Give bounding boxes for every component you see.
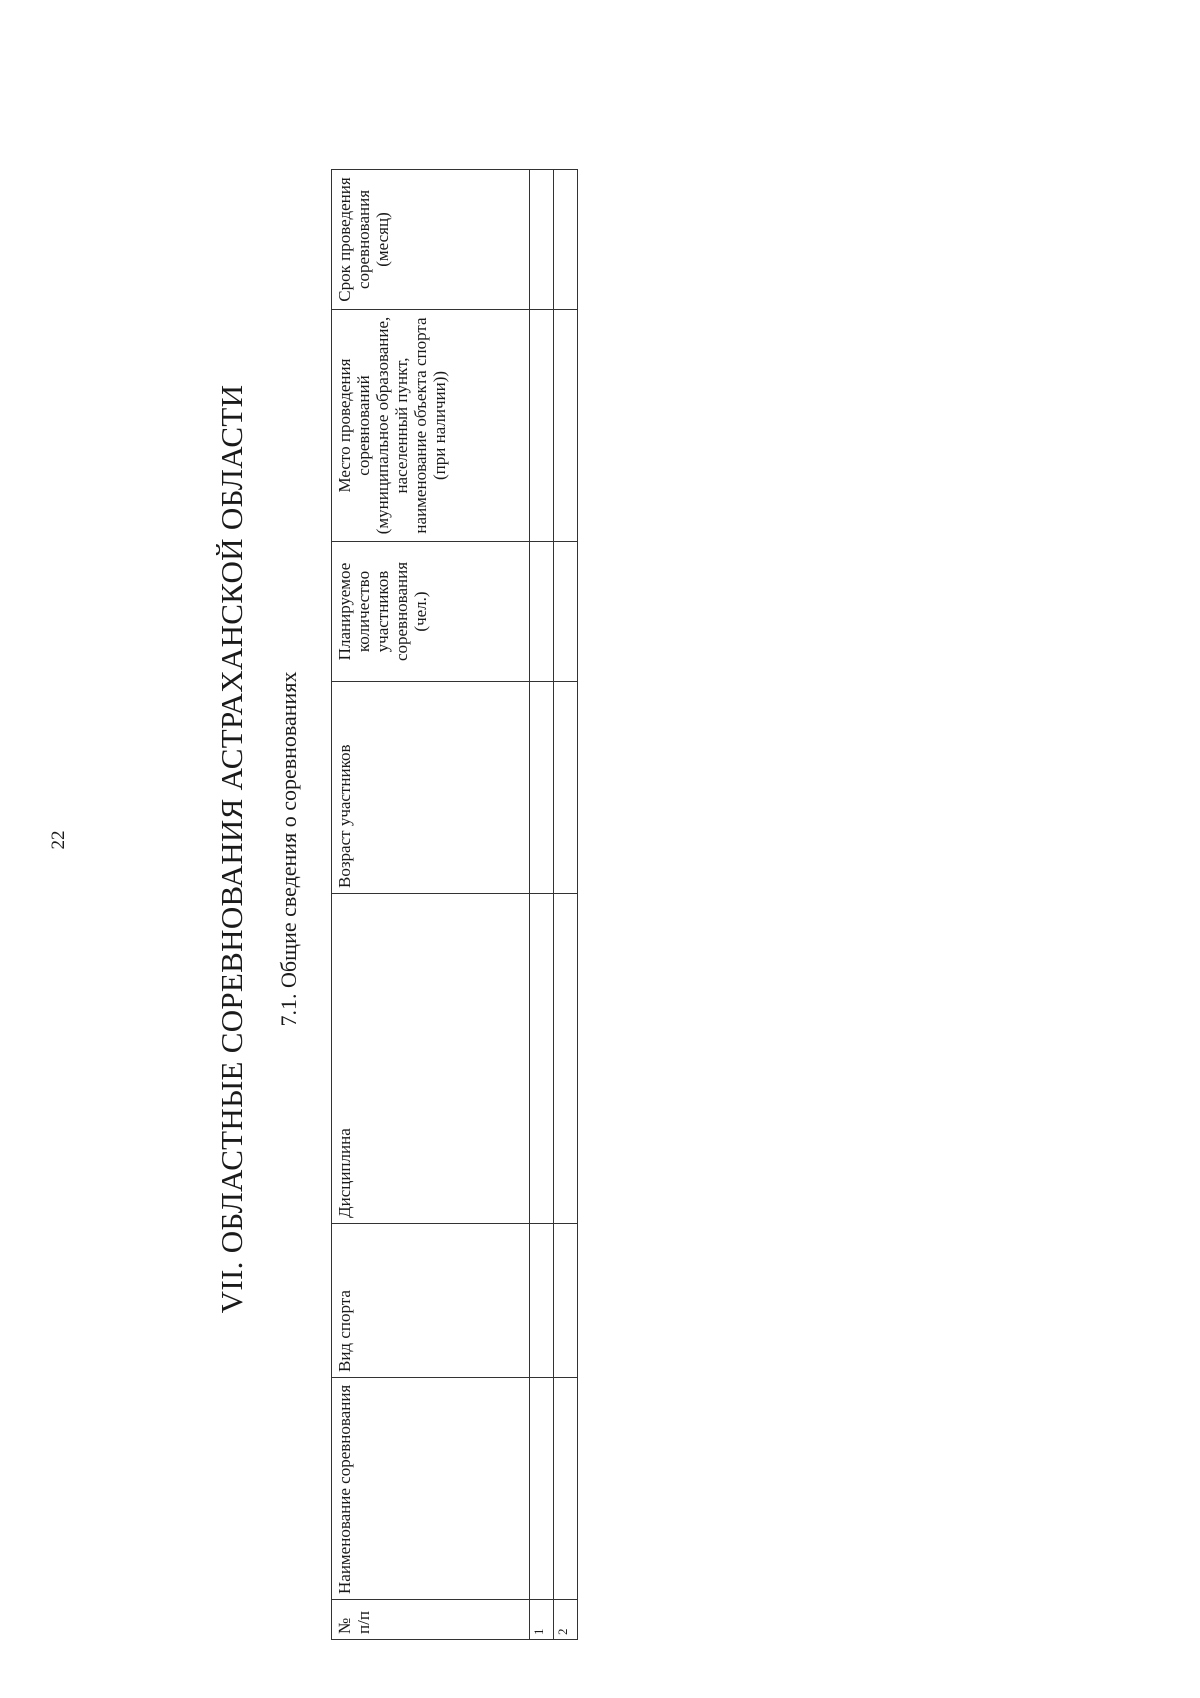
table-header-row [332, 170, 530, 1640]
table-cell: 1 [530, 1600, 554, 1640]
table-cell [554, 894, 578, 1224]
table-cell [530, 170, 554, 310]
table-cell [554, 1224, 578, 1378]
section-title: VII. ОБЛАСТНЫЕ СОРЕВНОВАНИЯ АСТРАХАНСКОЙ ОБЛАСТИ [214, 384, 249, 1314]
table-cell [530, 1378, 554, 1600]
competitions-table [331, 169, 578, 1640]
table-row [554, 170, 578, 1640]
page-number: 22 [48, 830, 69, 850]
table-cell: 2 [554, 1600, 578, 1640]
table-cell [554, 542, 578, 682]
table-cell [554, 310, 578, 542]
table-row [530, 170, 554, 1640]
header-competition-name: Наименование соревнования [332, 1378, 530, 1600]
table-cell [530, 682, 554, 894]
header-participant-count: Планируемое количество участников соревнования (чел.) [332, 542, 530, 682]
header-number: № п/п [332, 1600, 530, 1640]
table-cell [530, 310, 554, 542]
header-venue: Место проведения соревнований (муниципальное образование, населенный пункт, наименование объекта спорта (при наличии)) [332, 310, 530, 542]
table-cell [554, 682, 578, 894]
subsection-title: 7.1. Общие сведения о соревнованиях [276, 671, 301, 1027]
header-participant-age: Возраст участников [332, 682, 530, 894]
table-cell [554, 170, 578, 310]
header-timing: Срок проведения соревнования (месяц) [332, 170, 530, 310]
header-sport: Вид спорта [332, 1224, 530, 1378]
table-cell [530, 1224, 554, 1378]
table-cell [530, 894, 554, 1224]
header-discipline: Дисциплина [332, 894, 530, 1224]
table-cell [554, 1378, 578, 1600]
table-cell [530, 542, 554, 682]
